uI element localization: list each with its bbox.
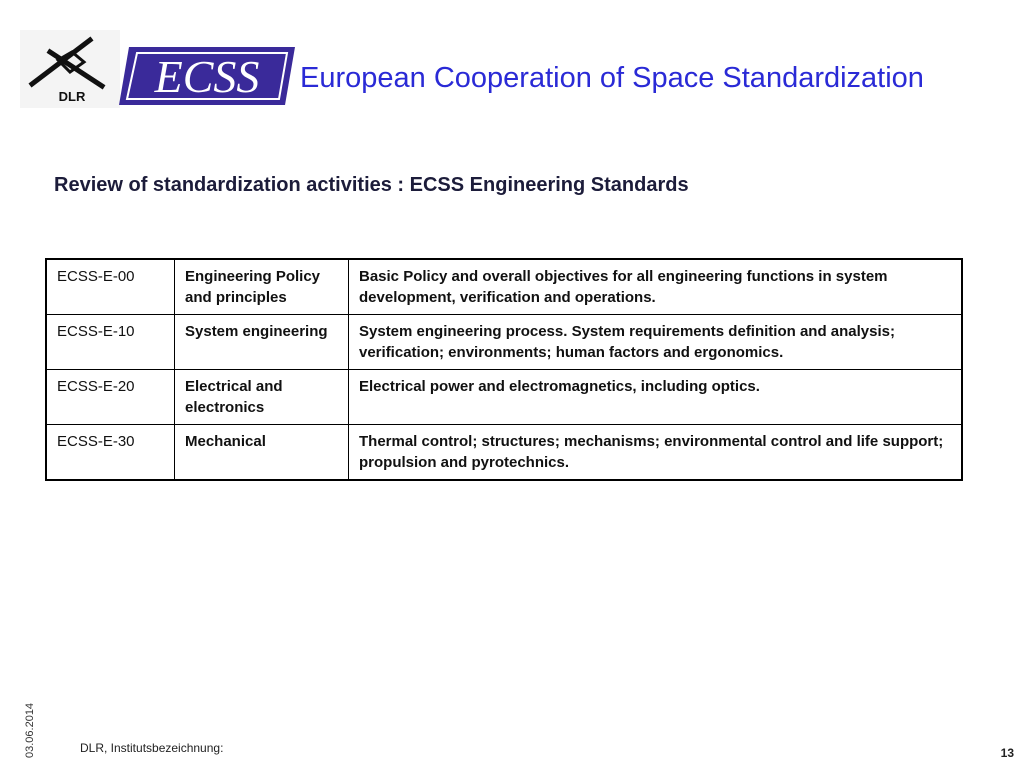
table-row: [46, 370, 962, 425]
ecss-logo-text: ECSS: [154, 51, 260, 102]
footer-date: 03.06.2014: [24, 702, 36, 758]
footer-institute: DLR, Institutsbezeichnung:: [80, 741, 224, 755]
standard-name: Mechanical: [175, 425, 349, 481]
table-row: [46, 425, 962, 481]
standard-description: System engineering process. System requirements definition and analysis; verification; environments; human factors and ergonomics.: [349, 315, 963, 370]
table-row: [46, 315, 962, 370]
standard-code: ECSS-E-10: [46, 315, 175, 370]
standard-name: System engineering: [175, 315, 349, 370]
ecss-logo: [117, 45, 297, 107]
standard-description: Basic Policy and overall objectives for all engineering functions in system development, verification and operations.: [349, 259, 963, 315]
standard-name: Electrical and electronics: [175, 370, 349, 425]
standard-code: ECSS-E-20: [46, 370, 175, 425]
standard-code: ECSS-E-00: [46, 259, 175, 315]
page-number: 13: [1000, 746, 1014, 760]
standard-code: ECSS-E-30: [46, 425, 175, 481]
dlr-logo: [20, 30, 120, 108]
table-row: [46, 259, 962, 315]
standard-name: Engineering Policy and principles: [175, 259, 349, 315]
standards-table: [45, 258, 963, 481]
slide-title: Review of standardization activities : ECSS Engineering Standards: [54, 174, 689, 196]
header-title: European Cooperation of Space Standardization: [300, 62, 924, 94]
dlr-logo-text: DLR: [58, 89, 86, 104]
standard-description: Thermal control; structures; mechanisms; environmental control and life support; propulsion and pyrotechnics.: [349, 425, 963, 481]
standard-description: Electrical power and electromagnetics, including optics.: [349, 370, 963, 425]
